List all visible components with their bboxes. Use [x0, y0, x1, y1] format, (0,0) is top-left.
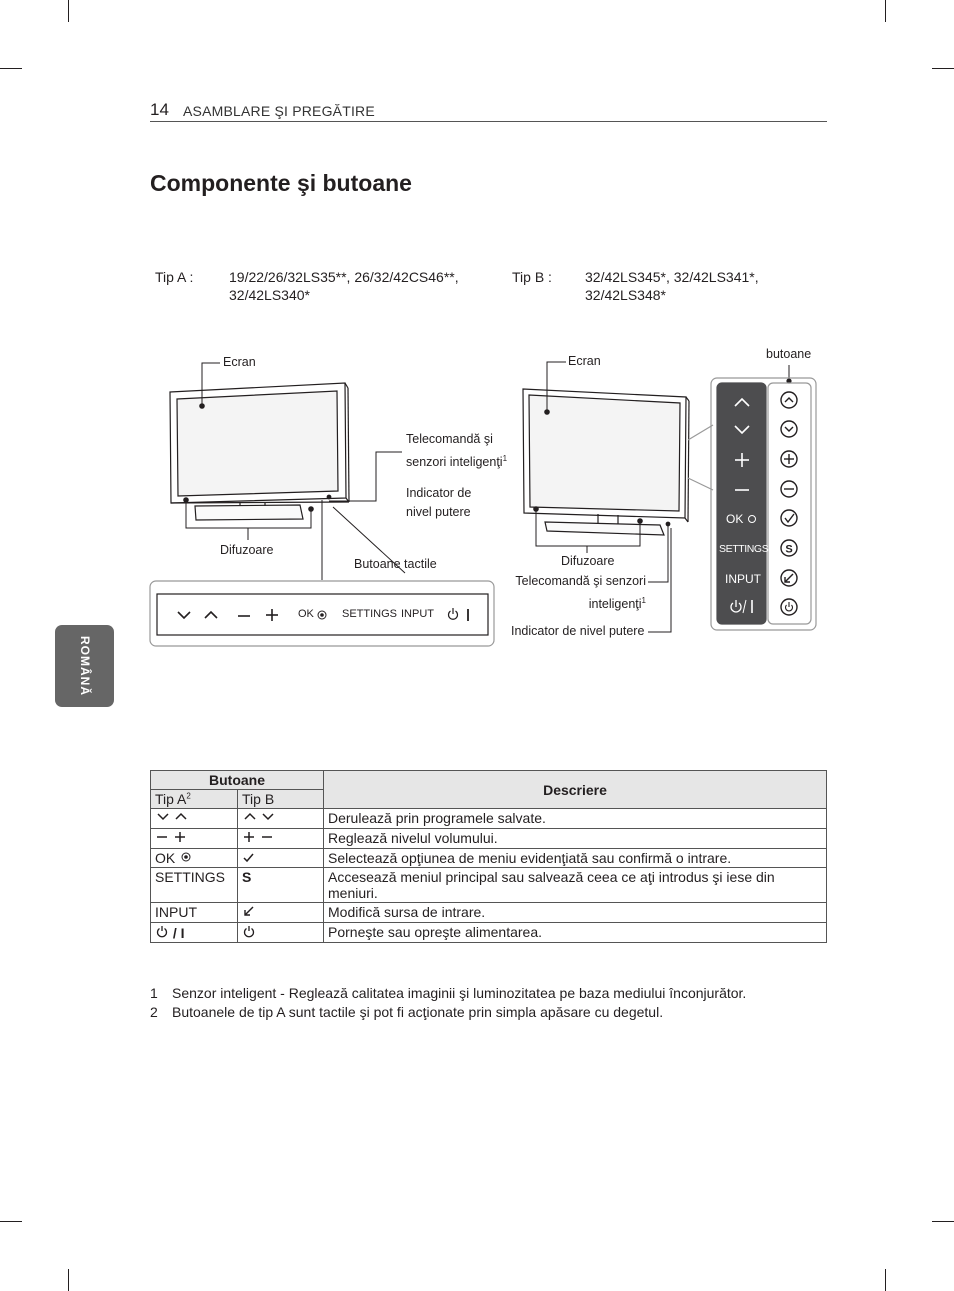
cell-type-b	[238, 923, 324, 943]
button-a-settings-label: SETTINGS	[342, 608, 398, 620]
label-a-remote-line1: Telecomandă şi	[406, 432, 493, 446]
cell-description: Derulează prin programele salvate.	[324, 809, 827, 829]
type-b-models-line1: 32/42LS345*, 32/42LS341*,	[585, 269, 759, 285]
table-row	[151, 868, 827, 903]
cell-type-a	[151, 923, 238, 943]
label-a-speakers: Difuzoare	[220, 543, 274, 557]
subheader-type-a-sup: 2	[186, 791, 191, 801]
up-down-icon	[242, 810, 276, 824]
label-b-remote-sup: 1	[641, 596, 646, 605]
check-icon	[242, 851, 256, 863]
label-b-remote-line2	[486, 591, 646, 614]
cell-type-b	[238, 809, 324, 829]
crop-mark	[0, 1221, 22, 1222]
footnote-text: Senzor inteligent - Reglează calitatea imaginii şi luminozitatea pe baza mediului înconjurător.	[172, 985, 747, 1001]
power-text: / I	[172, 925, 185, 941]
footnote-number: 2	[150, 1004, 158, 1020]
label-a-remote-text: senzori inteligenţi	[406, 455, 503, 470]
cell-type-b	[238, 903, 324, 923]
label-b-speakers: Difuzoare	[561, 554, 615, 568]
table-row	[151, 829, 827, 849]
label-b-screen: Ecran	[568, 354, 601, 368]
column-header-description: Descriere	[324, 771, 827, 809]
subheader-type-a-text: Tip A	[155, 791, 187, 807]
type-b-label: Tip B :	[512, 269, 552, 285]
cell-description: Porneşte sau opreşte alimentarea.	[324, 923, 827, 943]
label-a-remote-sensor	[406, 430, 507, 472]
crop-mark	[885, 1269, 886, 1291]
up-down-icon	[155, 810, 189, 824]
cell-type-a	[151, 809, 238, 829]
label-a-screen: Ecran	[223, 355, 256, 369]
ok-text: OK	[155, 850, 176, 866]
volume-icon	[242, 830, 276, 844]
panel-b-ok-label: OK	[726, 512, 744, 526]
cell-description: Reglează nivelul volumului.	[324, 829, 827, 849]
panel-b-settings-label: SETTINGS	[719, 543, 769, 555]
label-b-buttons: butoane	[766, 347, 812, 361]
type-a-models-line2: 32/42LS340*	[229, 287, 310, 303]
button-a-input-label: INPUT	[401, 608, 434, 620]
table-row	[151, 923, 827, 943]
table-header-row	[151, 771, 827, 790]
language-tab-label: ROMÂNĂ	[77, 636, 92, 696]
type-b-models-line2: 32/42LS348*	[585, 287, 666, 303]
subheader-type-b: Tip B	[238, 790, 324, 809]
label-b-remote-sensor	[486, 572, 646, 614]
footnote-text: Butoanele de tip A sunt tactile şi pot fi acţionate prin simpla apăsare cu degetul.	[172, 1004, 664, 1020]
panel-b-input-label: INPUT	[725, 572, 761, 586]
footnotes	[150, 984, 746, 1022]
volume-icon	[155, 830, 189, 844]
label-b-remote-text: inteligenţi	[588, 597, 642, 612]
subheader-type-a	[151, 790, 238, 809]
cell-description: Modifică sursa de intrare.	[324, 903, 827, 923]
label-a-power-line1: Indicator de	[406, 486, 472, 500]
label-b-remote-line1: Telecomandă şi senzori	[515, 574, 646, 588]
page-title: Componente şi butoane	[150, 170, 412, 196]
ok-icon	[179, 851, 193, 863]
svg-text:S: S	[785, 543, 793, 556]
button-a-ok-label: OK	[298, 608, 314, 620]
buttons-table	[150, 770, 827, 943]
column-header-buttons: Butoane	[151, 771, 324, 790]
power-icon	[155, 924, 169, 938]
input-icon	[242, 904, 256, 918]
footnote	[150, 1003, 746, 1022]
label-a-power-indicator	[406, 484, 471, 522]
cell-type-a: INPUT	[151, 903, 238, 923]
type-a-label: Tip A :	[155, 269, 194, 285]
cell-type-b	[238, 829, 324, 849]
cell-description: Accesează meniul principal sau salvează ceea ce aţi introdus şi iese din meniuri.	[324, 868, 827, 903]
label-b-power-indicator: Indicator de nivel putere	[511, 624, 645, 638]
cell-type-a	[151, 849, 238, 868]
page-number: 14	[150, 100, 169, 119]
label-a-power-line2: nivel putere	[406, 505, 471, 519]
footnote	[150, 984, 746, 1003]
section-title: ASAMBLARE ŞI PREGĂTIRE	[183, 103, 375, 119]
label-a-remote-sup: 1	[502, 454, 508, 463]
table-row	[151, 849, 827, 868]
cell-type-b	[238, 849, 324, 868]
label-a-touch-buttons: Butoane tactile	[354, 557, 437, 571]
crop-mark	[932, 1221, 954, 1222]
cell-type-a: SETTINGS	[151, 868, 238, 903]
power-icon	[242, 924, 256, 938]
crop-mark	[68, 1269, 69, 1291]
cell-type-b: S	[238, 868, 324, 903]
cell-type-a	[151, 829, 238, 849]
table-row	[151, 809, 827, 829]
type-a-models-line1: 19/22/26/32LS35**, 26/32/42CS46**,	[229, 269, 459, 285]
cell-description: Selectează opţiunea de meniu evidenţiată sau confirmă o intrare.	[324, 849, 827, 868]
label-a-remote-line2	[406, 449, 507, 472]
footnote-number: 1	[150, 985, 158, 1001]
table-row	[151, 903, 827, 923]
